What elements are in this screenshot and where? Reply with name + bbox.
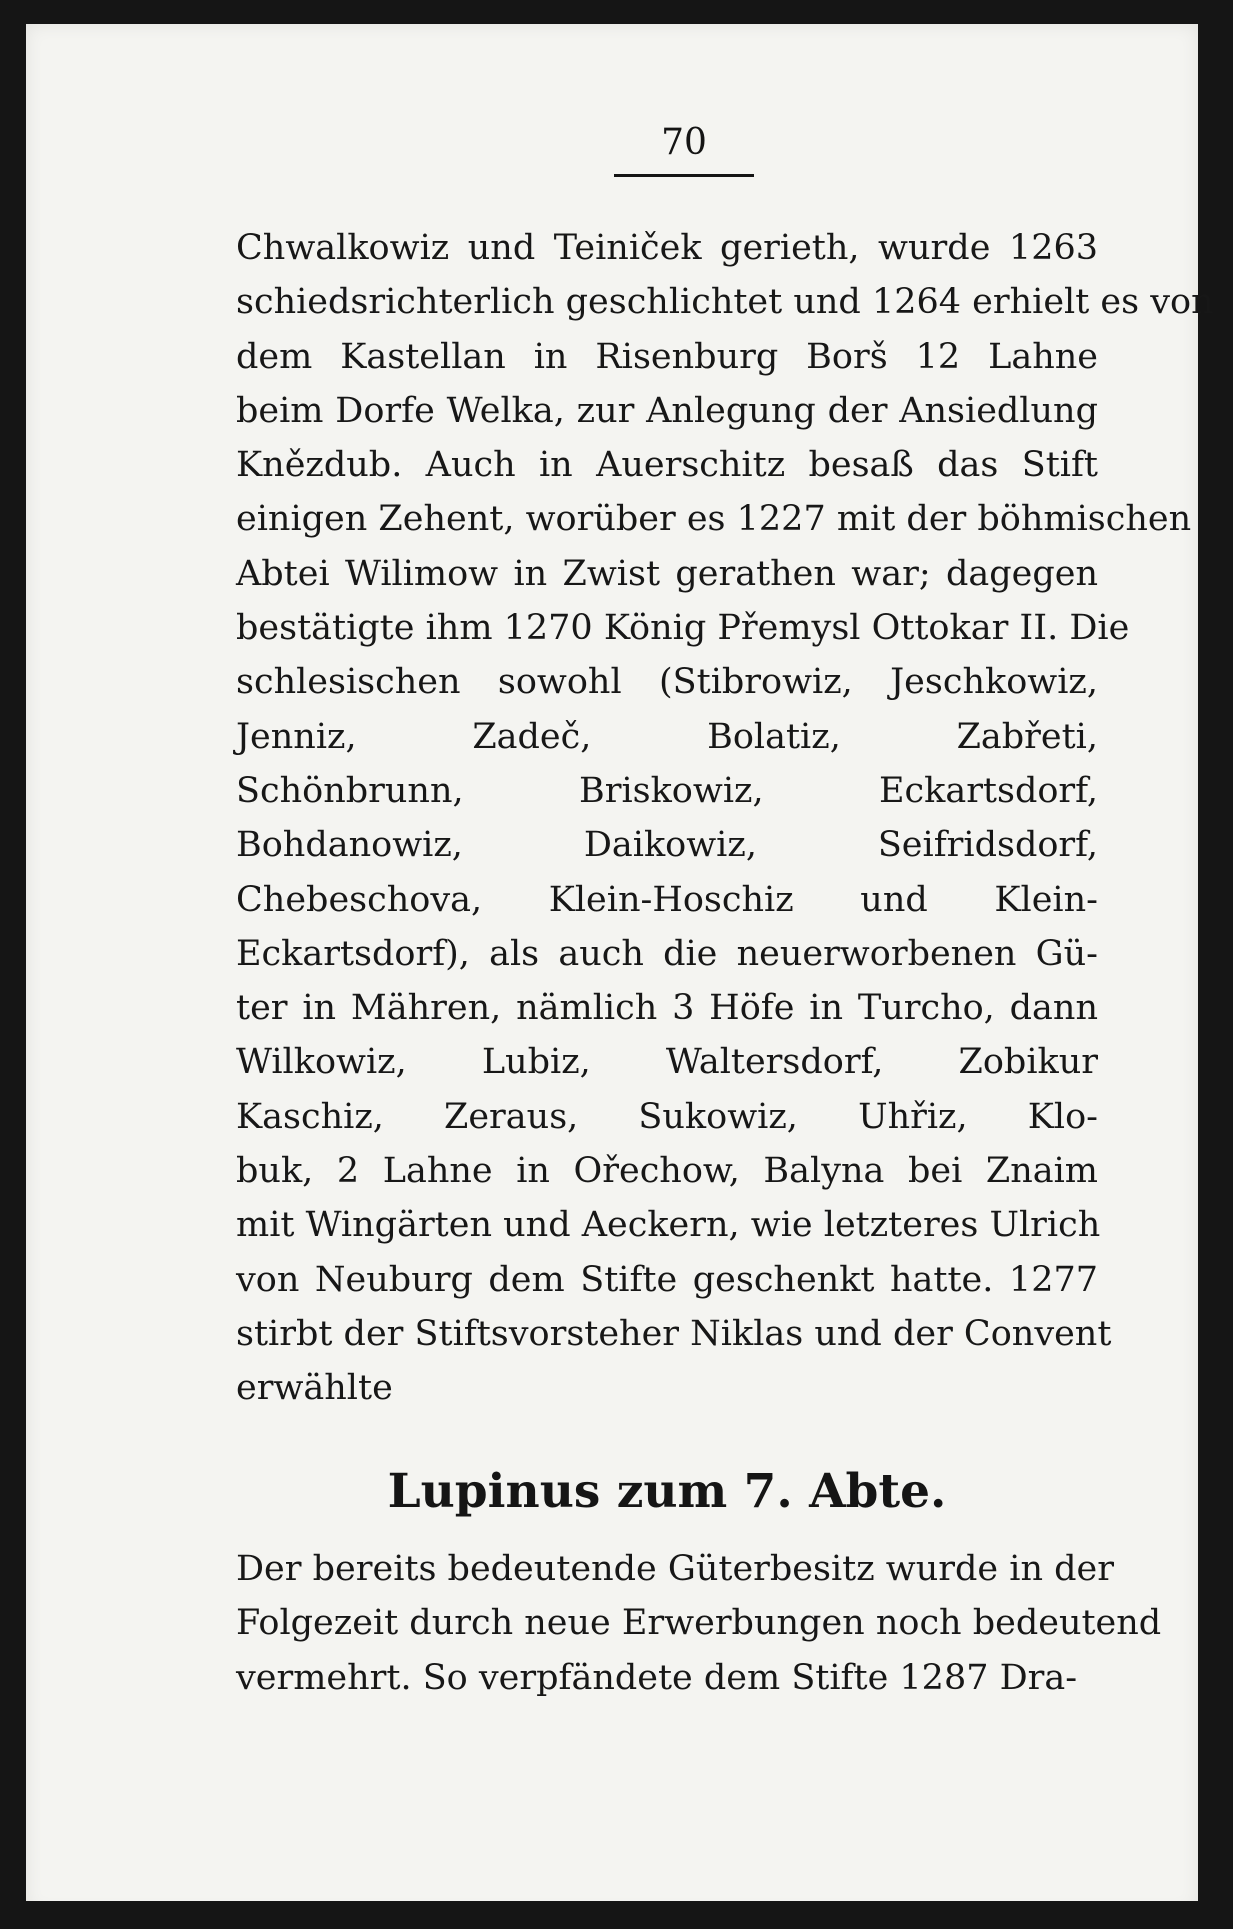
text-line: Der bereits bedeutende Güterbesitz wurde in der xyxy=(236,1549,1114,1589)
text-line: Folgezeit durch neue Erwerbungen noch bedeutend xyxy=(236,1603,1162,1644)
text-line: mit Wingärten und Aeckern, wie letzteres Ulrich xyxy=(236,1205,1101,1246)
page-number: 70 xyxy=(661,122,707,163)
text-line: schlesischen sowohl (Stibrowiz, Jeschkowiz, xyxy=(236,662,1098,703)
text-line: Chebeschova, Klein-Hoschiz und Klein- xyxy=(236,879,1098,920)
page-number-rule xyxy=(614,174,754,177)
text-line: einigen Zehent, worüber es 1227 mit der böhmischen xyxy=(236,499,1192,540)
text-line: erwählte xyxy=(236,1368,393,1409)
text-line: Eckartsdorf), als auch die neuerworbenen Gü- xyxy=(236,933,1098,974)
section-heading: Lupinus zum 7. Abte. xyxy=(387,1464,947,1519)
text-line: Jenniz, Zadeč, Bolatiz, Zabřeti, xyxy=(236,716,1098,757)
book-page xyxy=(26,24,1214,1912)
text-line: dem Kastellan in Risenburg Borš 12 Lahne xyxy=(236,336,1098,377)
text-line: Kaschiz, Zeraus, Sukowiz, Uhřiz, Klo- xyxy=(236,1096,1098,1137)
text-line: beim Dorfe Welka, zur Anlegung der Ansiedlung xyxy=(236,390,1098,431)
text-line: ter in Mähren, nämlich 3 Höfe in Turcho, dann xyxy=(236,988,1098,1029)
text-line: Schönbrunn, Briskowiz, Eckartsdorf, xyxy=(236,770,1098,811)
text-line: vermehrt. So verpfändete dem Stifte 1287 Dra- xyxy=(236,1657,1078,1698)
text-line: Chwalkowiz und Teiniček gerieth, wurde 1263 xyxy=(236,228,1098,268)
text-line: bestätigte ihm 1270 König Přemysl Ottokar II. Die xyxy=(236,608,1130,649)
scan-bottom-edge xyxy=(0,1901,1233,1929)
main-paragraph xyxy=(236,221,1214,1416)
text-line: Knězdub. Auch in Auerschitz besaß das Stift xyxy=(236,445,1098,486)
text-line: Wilkowiz, Lubiz, Waltersdorf, Zobikur xyxy=(236,1042,1098,1083)
text-line: Bohdanowiz, Daikowiz, Seifridsdorf, xyxy=(236,825,1098,866)
text-line: Abtei Wilimow in Zwist gerathen war; dagegen xyxy=(236,553,1098,594)
text-line: stirbt der Stiftsvorsteher Niklas und der Convent xyxy=(236,1313,1112,1354)
text-line: von Neuburg dem Stifte geschenkt hatte. 1277 xyxy=(236,1259,1098,1300)
section-paragraph xyxy=(236,1542,1162,1705)
text-line: schiedsrichterlich geschlichtet und 1264 erhielt es von xyxy=(236,282,1214,323)
text-line: buk, 2 Lahne in Ořechow, Balyna bei Znaim xyxy=(236,1151,1098,1192)
